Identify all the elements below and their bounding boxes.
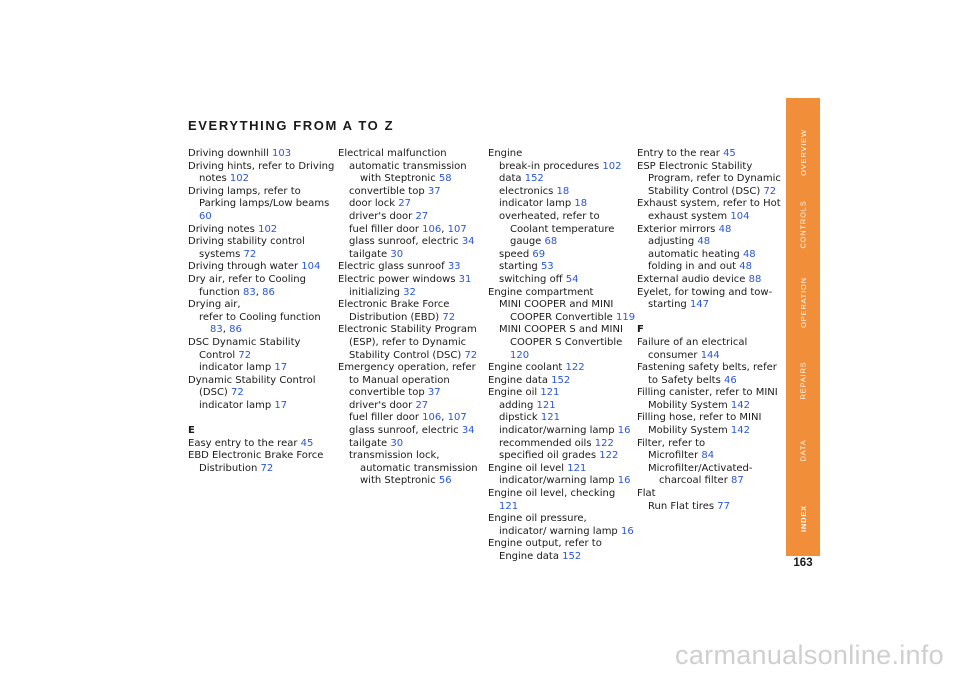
index-entry <box>637 148 785 161</box>
index-entry <box>637 438 785 451</box>
index-entry-text: adding <box>499 399 537 411</box>
page-reference-link[interactable]: 68 <box>544 236 558 248</box>
index-entry-text: overheated, refer to Coolant temperature gauge <box>499 210 615 248</box>
index-entry-text: fuel filler door <box>349 223 423 235</box>
index-entry <box>188 375 336 400</box>
index-entry-text: Engine oil pressure, indicator/ warning lamp <box>488 513 621 537</box>
tab-overview[interactable]: OVERVIEW <box>798 128 808 176</box>
index-entry-text: ESP Electronic Stability Program, refer to Dynamic Stability Control (DSC) <box>637 160 781 197</box>
index-entry-text: Driving stability control systems <box>188 236 305 260</box>
index-entry-text: break-in procedures <box>499 160 603 172</box>
index-entry <box>637 387 785 412</box>
index-entry-text: Microfilter <box>648 450 702 462</box>
index-entry-text: Driving notes <box>188 223 259 235</box>
index-entry-text: data <box>499 173 525 185</box>
index-entry-text: speed <box>499 248 533 260</box>
page-reference-link[interactable]: 102 <box>229 173 250 185</box>
page-reference-link[interactable]: 48 <box>739 261 752 273</box>
index-entry <box>188 236 336 261</box>
page-reference-link[interactable]: 83 <box>210 324 223 336</box>
index-entry-text: Dry air, refer to Cooling function <box>188 273 306 298</box>
page-reference-link[interactable]: 34 <box>461 236 475 248</box>
page-reference-link[interactable]: 142 <box>730 399 751 411</box>
index-entry <box>338 198 486 211</box>
index-entry <box>188 224 336 237</box>
index-entry <box>488 488 636 513</box>
index-entry <box>488 463 636 476</box>
index-entry <box>188 450 336 475</box>
index-entry <box>488 299 636 324</box>
page-reference-link[interactable]: 56 <box>438 475 452 487</box>
index-entry <box>637 161 785 199</box>
tab-index[interactable]: INDEX <box>798 504 808 532</box>
page-reference-link[interactable]: 16 <box>620 525 634 537</box>
index-entry: Dry air, refer to Cooling function 83, 86 <box>188 273 306 298</box>
page-reference-link[interactable]: 17 <box>274 362 288 374</box>
page-reference-link[interactable]: 72 <box>238 349 252 361</box>
index-entry: fuel filler door 106, 107 <box>349 223 467 235</box>
index-entry-text: Flat <box>637 488 656 500</box>
index-entry <box>338 324 486 362</box>
index-entry-text: Driving downhill <box>188 148 272 159</box>
page-reference-link[interactable]: 121 <box>499 500 519 512</box>
index-entry <box>338 161 486 186</box>
watermark: carmanualsonline.info <box>675 640 944 670</box>
page-reference-link[interactable]: 122 <box>594 437 614 449</box>
index-entry <box>338 299 486 324</box>
index-entry <box>188 148 336 161</box>
index-entry <box>488 387 636 400</box>
index-entry <box>488 475 636 488</box>
page-reference-link[interactable]: 121 <box>536 399 556 411</box>
page-reference-link[interactable]: 30 <box>390 248 404 260</box>
index-entry-text: glass sunroof, electric <box>349 425 462 437</box>
index-entry <box>637 337 785 362</box>
index-entry <box>488 438 636 451</box>
index-entry-text: folding in and out <box>648 261 740 273</box>
index-column-1 <box>188 148 336 475</box>
index-entry-text: Exhaust system, refer to Hot exhaust system <box>637 198 781 222</box>
tab-operation[interactable]: OPERATION <box>798 276 808 328</box>
page-number: 163 <box>793 557 813 569</box>
index-entry-text: Engine oil level <box>488 462 568 474</box>
index-entry-text: convertible top <box>349 185 428 197</box>
index-entry <box>637 450 785 463</box>
index-entry-text: dipstick <box>499 412 541 424</box>
index-entry-text: automatic transmission with Steptronic <box>349 160 467 185</box>
page-reference-link[interactable]: 144 <box>700 349 720 361</box>
index-entry <box>188 161 336 186</box>
page-reference-link[interactable]: 18 <box>556 185 570 197</box>
index-entry <box>338 362 486 387</box>
index-entry-text: electronics <box>499 185 557 197</box>
section-tabs-sidebar <box>786 98 820 556</box>
index-entry-text: transmission lock, automatic transmission with Steptronic <box>349 450 478 487</box>
index-entry-text: indicator/warning lamp <box>499 425 618 437</box>
index-entry-text: Filling canister, refer to MINI Mobility System <box>637 387 778 411</box>
index-entry <box>188 438 336 451</box>
index-entry-text: MINI COOPER and MINI COOPER Convertible <box>499 299 616 323</box>
index-entry-text: Electronic Brake Force Distribution (EBD) <box>338 299 450 323</box>
page-reference-link[interactable]: 83 <box>243 286 256 298</box>
page-reference-link[interactable]: 120 <box>510 349 530 361</box>
page-reference-link[interactable]: 119 <box>615 311 636 323</box>
index-entry <box>488 161 636 174</box>
page-reference-link[interactable]: 72 <box>243 248 257 260</box>
page-reference-link[interactable]: 54 <box>565 273 579 285</box>
index-entry-text: Driving hints, refer to Driving notes <box>188 160 335 185</box>
index-entry-text: Electronic Stability Program (ESP), refer to Dynamic Stability Control (DSC) <box>338 324 477 361</box>
index-entry <box>488 173 636 186</box>
page-reference-link[interactable]: 30 <box>390 437 404 449</box>
index-entry <box>637 274 785 287</box>
index-entry <box>637 501 785 514</box>
index-entry-text: Engine output, refer to Engine data <box>488 538 602 562</box>
index-entry <box>188 362 336 375</box>
index-entry <box>488 538 636 563</box>
index-entry <box>488 324 636 362</box>
index-entry <box>488 287 636 300</box>
index-entry <box>488 211 636 249</box>
index-entry <box>338 249 486 262</box>
index-entry <box>338 211 486 224</box>
index-entry <box>488 198 636 211</box>
index-entry <box>188 186 336 224</box>
index-entry-text: Filter, refer to <box>637 437 706 449</box>
index-entry-text: indicator lamp <box>499 198 575 210</box>
index-entry <box>637 463 785 488</box>
index-entry <box>338 387 486 400</box>
index-entry-text: door lock <box>349 198 399 210</box>
page-reference-link[interactable]: 121 <box>540 412 560 424</box>
index-entry-text: adjusting <box>648 236 698 248</box>
index-entry <box>488 261 636 274</box>
page-reference-link[interactable]: 72 <box>260 462 274 474</box>
page-title: EVERYTHING FROM A TO Z <box>188 118 395 133</box>
index-entry-text: specified oil grades <box>499 450 600 462</box>
page-reference-link[interactable]: 33 <box>447 261 461 273</box>
page-reference-link[interactable]: 18 <box>574 198 588 210</box>
index-entry <box>488 412 636 425</box>
page-reference-link[interactable]: 45 <box>723 148 736 159</box>
index-entry <box>188 299 336 312</box>
page-reference-link[interactable]: 77 <box>717 500 730 512</box>
index-entry-text: switching off <box>499 273 566 285</box>
page-reference-link[interactable]: 48 <box>697 236 711 248</box>
page-reference-link[interactable]: 72 <box>442 311 456 323</box>
index-entry <box>637 236 785 249</box>
page-reference-link[interactable]: 122 <box>599 450 619 462</box>
page-reference-link[interactable]: 27 <box>415 210 429 222</box>
page-reference-link[interactable]: 147 <box>689 299 710 311</box>
index-entry <box>488 425 636 438</box>
tab-repairs[interactable]: REPAIRS <box>798 361 808 399</box>
index-entry-text: refer to Cooling function <box>199 311 321 323</box>
index-entry <box>338 425 486 438</box>
index-entry <box>637 287 785 312</box>
page-reference-link[interactable]: 152 <box>551 374 571 386</box>
index-entry-text: Run Flat tires <box>648 500 718 512</box>
index-entry-text: Engine coolant <box>488 362 566 374</box>
index-entry-text: recommended oils <box>499 437 595 449</box>
index-entry-text: tailgate <box>349 248 391 260</box>
page-reference-link[interactable]: 48 <box>742 248 756 260</box>
index-entry-text: Fastening safety belts, refer to Safety belts <box>637 362 777 386</box>
page-reference-link[interactable]: 60 <box>199 210 212 222</box>
page-reference-link[interactable]: 72 <box>464 349 478 361</box>
index-entry <box>637 362 785 387</box>
index-entry-text: External audio device <box>637 273 749 285</box>
page-reference-link[interactable]: 72 <box>231 387 244 399</box>
page-reference-link[interactable]: 104 <box>730 210 750 222</box>
index-entry <box>488 148 636 161</box>
index-entry-text: Exterior mirrors <box>637 223 719 235</box>
page-reference-link[interactable]: 84 <box>701 450 715 462</box>
index-entry <box>488 274 636 287</box>
index-entry-text: E <box>188 425 195 437</box>
page-reference-link[interactable]: 16 <box>617 425 631 437</box>
tab-data[interactable]: DATA <box>798 438 808 462</box>
index-entry-text: Driving lamps, refer to Parking lamps/Low beams <box>188 185 330 210</box>
index-entry-text: fuel filler door <box>349 412 423 424</box>
page-reference-link[interactable]: 152 <box>562 551 582 562</box>
index-entry-text: convertible top <box>349 387 428 399</box>
page-reference-link[interactable]: 121 <box>567 462 587 474</box>
index-entry-text: indicator lamp <box>199 399 275 411</box>
index-letter-heading <box>637 324 785 337</box>
index-letter-heading <box>188 425 336 438</box>
page-reference-link[interactable]: 37 <box>427 387 441 399</box>
index-entry-text: Engine data <box>488 374 552 386</box>
index-entry <box>338 450 486 488</box>
page-reference-link[interactable]: 106 <box>422 223 442 235</box>
index-entry-text: Dynamic Stability Control (DSC) <box>188 374 316 399</box>
page-reference-link[interactable]: 121 <box>540 387 560 399</box>
index-entry-text: Entry to the rear <box>637 148 724 159</box>
index-entry-text: Engine oil level, checking <box>488 488 616 500</box>
page-reference-link[interactable]: 69 <box>532 248 546 260</box>
page-reference-link[interactable]: 27 <box>398 198 411 210</box>
index-column-3 <box>488 148 636 564</box>
index-entry-text: Eyelet, for towing and tow-starting <box>637 286 773 311</box>
index-entry-text: Microfilter/Activated-charcoal filter <box>648 462 753 487</box>
page-reference-link[interactable]: 86 <box>229 324 242 336</box>
index-entry-text: Failure of an electrical consumer <box>637 336 748 361</box>
index-entry-text: driver's door <box>349 399 416 411</box>
index-entry-text: glass sunroof, electric <box>349 236 462 248</box>
page-reference-link[interactable]: 72 <box>763 185 777 197</box>
page-reference-link[interactable]: 58 <box>438 173 452 185</box>
index-entry-text: automatic heating <box>648 248 743 260</box>
page-reference-link[interactable]: 103 <box>271 148 292 159</box>
index-entry <box>488 513 636 538</box>
index-entry-text: Electric power windows <box>338 273 459 285</box>
index-entry-text: EBD Electronic Brake Force Distribution <box>188 450 324 474</box>
index-entry <box>488 450 636 463</box>
index-entry <box>488 186 636 199</box>
index-entry <box>637 261 785 274</box>
page-reference-link[interactable]: 142 <box>730 425 751 437</box>
index-entry <box>188 337 336 362</box>
index-entry-text: indicator/warning lamp <box>499 475 618 487</box>
index-entry-text: F <box>637 324 644 336</box>
page-reference-link[interactable]: 107 <box>447 412 467 424</box>
index-entry <box>338 261 486 274</box>
page-reference-link[interactable]: 34 <box>461 425 475 437</box>
index-entry <box>637 249 785 262</box>
index-entry <box>637 224 785 237</box>
index-entry-text: driver's door <box>349 210 416 222</box>
page-reference-link[interactable]: 31 <box>458 273 472 285</box>
index-entry-text: Driving through water <box>188 261 302 273</box>
page-reference-link[interactable]: 88 <box>748 273 762 285</box>
index-entry-text: initializing <box>349 286 404 298</box>
page-reference-link[interactable]: 27 <box>415 399 429 411</box>
page-reference-link[interactable]: 102 <box>602 160 622 172</box>
page-reference-link[interactable]: 48 <box>718 223 732 235</box>
index-column-2 <box>338 148 486 488</box>
index-entry-text: indicator lamp <box>199 362 275 374</box>
page-reference-link[interactable]: 152 <box>524 173 544 185</box>
page-reference-link[interactable]: 37 <box>427 185 441 197</box>
index-entry <box>488 375 636 388</box>
page-reference-link[interactable]: 53 <box>540 261 554 273</box>
index-entry-text: Emergency operation, refer to Manual operation <box>338 362 476 386</box>
index-entry <box>338 287 486 300</box>
page-reference-link[interactable]: 45 <box>300 437 314 449</box>
page-reference-link[interactable]: 87 <box>731 475 744 487</box>
tab-controls[interactable]: CONTROLS <box>798 199 808 249</box>
index-entry: fuel filler door 106, 107 <box>349 412 467 424</box>
page-reference-link[interactable]: 122 <box>565 362 585 374</box>
index-entry <box>338 274 486 287</box>
index-entry <box>338 148 486 161</box>
index-entry <box>338 438 486 451</box>
index-entry <box>188 400 336 413</box>
page-reference-link[interactable]: 104 <box>301 261 321 273</box>
index-entry <box>338 186 486 199</box>
index-entry <box>488 400 636 413</box>
index-entry-text: Electric glass sunroof <box>338 261 448 273</box>
index-entry <box>488 249 636 262</box>
index-entry-text: starting <box>499 261 541 273</box>
page-reference-link[interactable]: 17 <box>274 399 288 411</box>
index-entry-text: Electrical malfunction <box>338 148 447 159</box>
page-reference-link[interactable]: 86 <box>262 286 275 298</box>
index-entry-text: Engine oil <box>488 387 541 399</box>
index-entry-text: tailgate <box>349 437 391 449</box>
page-reference-link[interactable]: 16 <box>617 475 631 487</box>
index-entry-text: MINI COOPER S and MINI COOPER S Convertible <box>499 324 623 348</box>
index-entry: refer to Cooling function 83, 86 <box>199 311 321 336</box>
index-entry <box>338 400 486 413</box>
index-entry <box>488 362 636 375</box>
index-entry-text: DSC Dynamic Stability Control <box>188 336 301 361</box>
index-entry <box>338 236 486 249</box>
index-entry-text: Engine compartment <box>488 286 594 298</box>
index-entry-text: Engine <box>488 148 523 159</box>
index-entry-text: Drying air, <box>188 299 241 311</box>
index-entry <box>637 488 785 501</box>
index-entry <box>637 198 785 223</box>
index-entry-text: Easy entry to the rear <box>188 437 301 449</box>
page-reference-link[interactable]: 46 <box>723 374 737 386</box>
index-entry <box>188 261 336 274</box>
index-entry-text: Filling hose, refer to MINI Mobility System <box>637 412 762 437</box>
page-reference-link[interactable]: 102 <box>258 223 278 235</box>
page-reference-link[interactable]: 32 <box>403 286 416 298</box>
page-reference-link[interactable]: 107 <box>447 223 467 235</box>
index-entry <box>637 412 785 437</box>
page-reference-link[interactable]: 106 <box>422 412 442 424</box>
index-column-4 <box>637 148 785 513</box>
